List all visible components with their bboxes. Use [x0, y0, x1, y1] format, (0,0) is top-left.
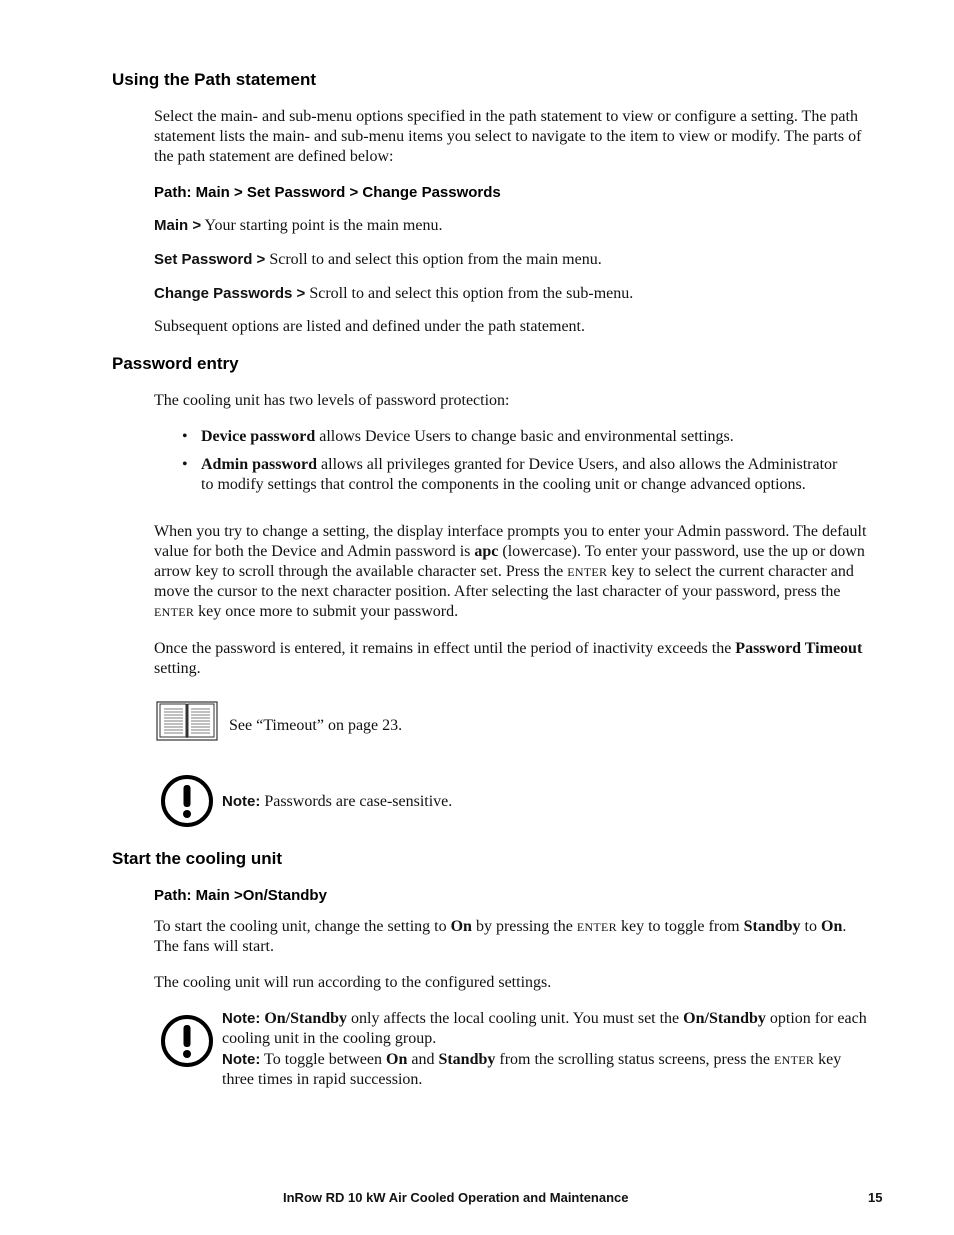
text-run: key to toggle from [616, 918, 744, 935]
bullet-icon: • [182, 456, 188, 473]
on-term: On [450, 918, 472, 935]
note-on-standby-local [222, 1009, 867, 1049]
enter-key-label: ENTER [773, 1053, 815, 1067]
path-intro-paragraph: Select the main- and sub-menu options specified in the path statement to view or configure a setting. The path statement lists the main- and sub-menu items you select to navigate to the item to view or modify. The parts of the path statement are defined below: [154, 108, 862, 165]
section-heading-path-statement: Using the Path statement [112, 70, 317, 89]
password-intro-paragraph: The cooling unit has two levels of password protection: [154, 392, 510, 409]
enter-key-label: ENTER [567, 565, 608, 579]
standby-term: Standby [438, 1051, 496, 1068]
footer-page-number: 15 [868, 1190, 883, 1205]
bullet-text: allows all privileges granted for Device Users, and also allows the Administrator to modify settings that control the components in the cooling unit or change advanced options. [201, 456, 838, 493]
text-run: key once more to submit your password. [194, 603, 459, 620]
path-outro-paragraph: Subsequent options are listed and defined under the path statement. [154, 318, 585, 335]
section-heading-password-entry: Password entry [112, 354, 239, 373]
text-run: only affects the local cooling unit. You must set the [347, 1010, 684, 1027]
note-label: Note: [222, 1010, 261, 1027]
note-toggle-status-screens [222, 1050, 867, 1090]
text-run: and [407, 1051, 439, 1068]
timeout-cross-reference: See “Timeout” on page 23. [229, 717, 403, 734]
bullet-bold: Admin password [201, 456, 318, 473]
text-run: setting. [154, 660, 201, 677]
start-unit-paragraph [154, 917, 870, 957]
password-instructions-paragraph [154, 522, 870, 622]
text-run: When you try to change a setting, the display interface prompts you to enter your Admin password. The default value for both the Device and Admin password is [154, 523, 867, 560]
on-term: On [386, 1051, 408, 1068]
text-run: key to select the current character and move the cursor to the next character position. After selecting the last character of your password, press the [154, 563, 854, 600]
definition-change-passwords [154, 284, 870, 304]
definition-text: Scroll to and select this option from the main menu. [269, 251, 602, 268]
on-standby-term: On/Standby [683, 1010, 766, 1027]
text-run: to [800, 918, 821, 935]
on-standby-term: On/Standby [264, 1010, 348, 1027]
text-run: Once the password is entered, it remains in effect until the period of inactivity exceeds the [154, 640, 736, 657]
path-on-standby: Path: Main >On/Standby [154, 887, 327, 904]
definition-set-password [154, 250, 870, 270]
bullet-bold: Device password [201, 428, 316, 445]
note-label: Note: [222, 1051, 261, 1068]
definition-text: Scroll to and select this option from the sub-menu. [309, 285, 634, 302]
text-run: To toggle between [260, 1051, 386, 1068]
section-heading-start-cooling-unit: Start the cooling unit [112, 849, 282, 868]
text-run: option for each cooling unit in the cooling group. [222, 1010, 867, 1047]
note-case-sensitive [222, 792, 862, 812]
definition-text: Your starting point is the main menu. [204, 217, 443, 234]
path-example: Path: Main > Set Password > Change Passwords [154, 184, 501, 201]
password-timeout-paragraph [154, 639, 870, 679]
configured-settings-paragraph: The cooling unit will run according to the configured settings. [154, 974, 552, 991]
footer-document-title: InRow RD 10 kW Air Cooled Operation and Maintenance [283, 1190, 629, 1205]
book-icon [156, 701, 218, 741]
text-run: . The fans will start. [154, 918, 847, 955]
text-run: by pressing the [471, 918, 577, 935]
text-run: key three times in rapid succession. [222, 1051, 842, 1088]
definition-main [154, 216, 870, 236]
definition-term: Main > [154, 217, 202, 234]
standby-term: Standby [743, 918, 801, 935]
list-item-admin-password [182, 455, 842, 495]
default-password: apc [474, 543, 499, 560]
text-run: from the scrolling status screens, press the [495, 1051, 774, 1068]
password-timeout-term: Password Timeout [735, 640, 863, 657]
bullet-icon: • [182, 428, 188, 445]
enter-key-label: ENTER [154, 605, 195, 619]
exclamation-circle-icon [160, 1014, 214, 1068]
exclamation-circle-icon [160, 774, 214, 828]
on-term: On [821, 918, 843, 935]
list-item-device-password [182, 427, 842, 447]
enter-key-label: ENTER [576, 920, 617, 934]
note-text: Passwords are case-sensitive. [260, 793, 453, 810]
text-run: To start the cooling unit, change the setting to [154, 918, 451, 935]
bullet-text: allows Device Users to change basic and environmental settings. [315, 428, 734, 445]
definition-term: Set Password > [154, 251, 266, 268]
note-label: Note: [222, 793, 261, 810]
definition-term: Change Passwords > [154, 285, 306, 302]
text-run: (lowercase). To enter your password, use the up or down arrow key to scroll through the available character set. Press the [154, 543, 865, 580]
